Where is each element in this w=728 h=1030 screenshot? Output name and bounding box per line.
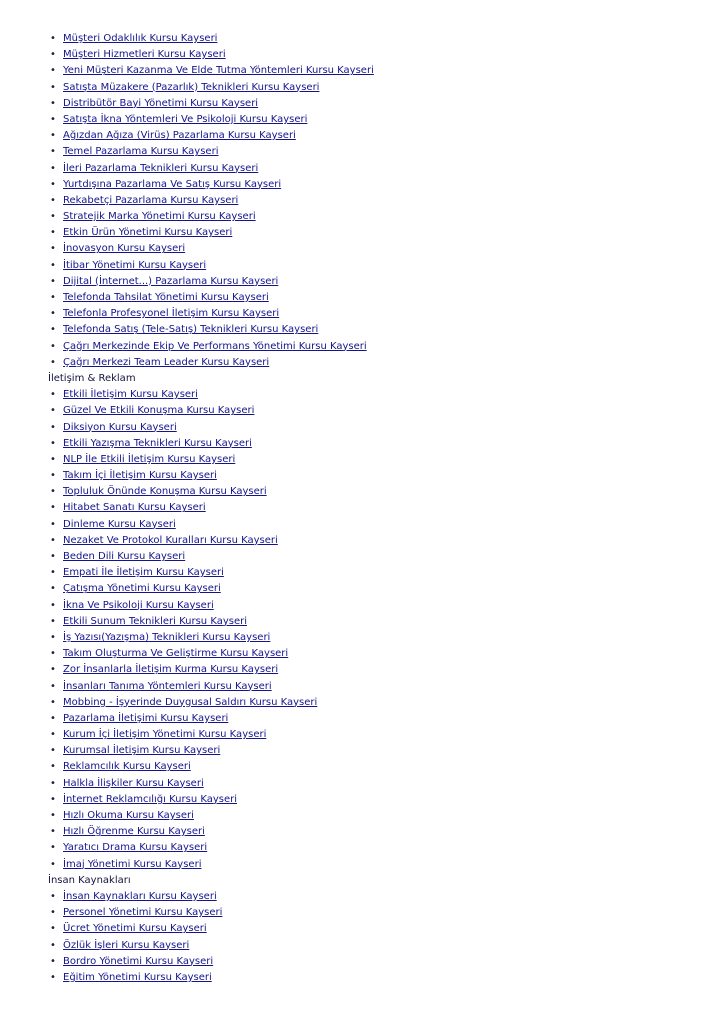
course-link[interactable]: Bordro Yönetimi Kursu Kayseri: [63, 955, 214, 967]
course-link[interactable]: Müşteri Hizmetleri Kursu Kayseri: [63, 49, 226, 61]
list-item: [48, 112, 728, 128]
bullet-icon: •: [50, 648, 56, 660]
bullet-icon: •: [50, 842, 56, 854]
course-link[interactable]: NLP İle Etkili İletişim Kursu Kayseri: [63, 453, 236, 465]
list-item: [48, 646, 728, 662]
course-link-list: [48, 889, 728, 986]
list-item: [48, 711, 728, 727]
list-item: [48, 339, 728, 355]
list-item: [48, 177, 728, 193]
bullet-icon: •: [50, 826, 56, 838]
list-item: [48, 808, 728, 824]
course-section: [48, 31, 728, 371]
list-item: [48, 436, 728, 452]
course-link[interactable]: İkna Ve Psikoloji Kursu Kayseri: [63, 599, 214, 611]
course-link[interactable]: Yaratıcı Drama Kursu Kayseri: [63, 842, 208, 854]
bullet-icon: •: [50, 971, 56, 983]
list-item: [48, 96, 728, 112]
list-item: [48, 47, 728, 63]
bullet-icon: •: [50, 49, 56, 61]
course-link[interactable]: Empati İle İletişim Kursu Kayseri: [63, 567, 224, 579]
course-link[interactable]: Hızlı Okuma Kursu Kayseri: [63, 810, 194, 821]
bullet-icon: •: [50, 583, 56, 595]
list-item: [48, 679, 728, 695]
bullet-icon: •: [50, 421, 56, 433]
bullet-icon: •: [50, 340, 56, 352]
list-item: [48, 484, 728, 500]
list-item: [48, 225, 728, 241]
bullet-icon: •: [50, 470, 56, 482]
bullet-icon: •: [50, 939, 56, 951]
course-link[interactable]: Eğitim Yönetimi Kursu Kayseri: [63, 971, 212, 983]
list-item: [48, 662, 728, 678]
list-item: [48, 565, 728, 581]
course-link[interactable]: İnternet Reklamcılığı Kursu Kayseri: [63, 793, 238, 805]
bullet-icon: •: [50, 308, 56, 320]
bullet-icon: •: [50, 486, 56, 498]
course-link[interactable]: Etkili Sunum Teknikleri Kursu Kayseri: [63, 615, 247, 627]
bullet-icon: •: [50, 227, 56, 239]
course-link[interactable]: Diksiyon Kursu Kayseri: [63, 421, 177, 433]
bullet-icon: •: [50, 162, 56, 174]
course-link[interactable]: Telefonla Profesyonel İletişim Kursu Kayseri: [63, 308, 280, 320]
course-link[interactable]: Kurumsal İletişim Kursu Kayseri: [63, 745, 221, 757]
bullet-icon: •: [50, 259, 56, 271]
course-link[interactable]: Güzel Ve Etkili Konuşma Kursu Kayseri: [63, 405, 255, 417]
bullet-icon: •: [50, 502, 56, 514]
bullet-icon: •: [50, 178, 56, 190]
course-link[interactable]: Pazarlama İletişimi Kursu Kayseri: [63, 712, 229, 724]
bullet-icon: •: [50, 761, 56, 773]
list-item: [48, 857, 728, 873]
course-list-content: [48, 31, 728, 986]
bullet-icon: •: [50, 275, 56, 287]
bullet-icon: •: [50, 599, 56, 611]
course-link[interactable]: İnsan Kaynakları Kursu Kayseri: [63, 890, 217, 902]
course-link[interactable]: Telefonda Satış (Tele-Satış) Teknikleri Kursu Kayseri: [63, 324, 319, 336]
course-link[interactable]: Müşteri Odaklılık Kursu Kayseri: [63, 33, 218, 44]
list-item: [48, 840, 728, 856]
list-item: [48, 274, 728, 290]
course-link[interactable]: Çağrı Merkezinde Ekip Ve Performans Yönetimi Kursu Kayseri: [63, 340, 367, 352]
bullet-icon: •: [50, 793, 56, 805]
course-link[interactable]: Takım Oluşturma Ve Geliştirme Kursu Kayseri: [63, 648, 289, 660]
list-item: [48, 905, 728, 921]
list-item: [48, 517, 728, 533]
bullet-icon: •: [50, 389, 56, 401]
course-link[interactable]: Beden Dili Kursu Kayseri: [63, 551, 186, 562]
list-item: [48, 355, 728, 371]
course-link[interactable]: Rekabetçi Pazarlama Kursu Kayseri: [63, 194, 239, 206]
list-item: [48, 387, 728, 403]
course-link[interactable]: Ağızdan Ağıza (Virüs) Pazarlama Kursu Kayseri: [63, 130, 296, 142]
course-link[interactable]: Mobbing - İşyerinde Duygusal Saldırı Kursu Kayseri: [63, 696, 318, 708]
course-link[interactable]: Ücret Yönetimi Kursu Kayseri: [63, 923, 207, 935]
course-link[interactable]: İtibar Yönetimi Kursu Kayseri: [63, 259, 207, 271]
list-item: [48, 598, 728, 614]
bullet-icon: •: [50, 955, 56, 967]
list-item: [48, 290, 728, 306]
bullet-icon: •: [50, 680, 56, 692]
bullet-icon: •: [50, 453, 56, 465]
list-item: [48, 80, 728, 96]
list-item: [48, 452, 728, 468]
bullet-icon: •: [50, 615, 56, 627]
section-heading: İnsan Kaynakları: [48, 874, 131, 886]
course-link[interactable]: Halkla İlişkiler Kursu Kayseri: [63, 777, 204, 789]
list-item: [48, 209, 728, 225]
list-item: [48, 420, 728, 436]
list-item: [48, 63, 728, 79]
list-item: [48, 533, 728, 549]
course-link[interactable]: Etkili Yazışma Teknikleri Kursu Kayseri: [63, 437, 252, 449]
course-link[interactable]: Zor İnsanlarla İletişim Kurma Kursu Kayseri: [63, 664, 279, 676]
bullet-icon: •: [50, 696, 56, 708]
list-item: [48, 322, 728, 338]
course-link[interactable]: Reklamcılık Kursu Kayseri: [63, 761, 191, 773]
bullet-icon: •: [50, 33, 56, 44]
course-link[interactable]: Dinleme Kursu Kayseri: [63, 518, 176, 530]
list-item: [48, 403, 728, 419]
bullet-icon: •: [50, 211, 56, 223]
bullet-icon: •: [50, 712, 56, 724]
list-item: [48, 500, 728, 516]
course-link[interactable]: Telefonda Tahsilat Yönetimi Kursu Kayseri: [63, 292, 269, 303]
course-link[interactable]: Temel Pazarlama Kursu Kayseri: [63, 146, 219, 158]
list-item: [48, 549, 728, 565]
list-item: [48, 161, 728, 177]
course-link-list: [48, 31, 728, 371]
course-link[interactable]: Distribütör Bayi Yönetimi Kursu Kayseri: [63, 97, 259, 109]
bullet-icon: •: [50, 437, 56, 449]
list-item: [48, 889, 728, 905]
list-item: [48, 144, 728, 160]
bullet-icon: •: [50, 923, 56, 935]
bullet-icon: •: [50, 858, 56, 870]
course-section: [48, 371, 728, 873]
list-item: [48, 241, 728, 257]
course-link[interactable]: Çatışma Yönetimi Kursu Kayseri: [63, 583, 221, 595]
course-link[interactable]: Yeni Müşteri Kazanma Ve Elde Tutma Yöntemleri Kursu Kayseri: [63, 65, 374, 77]
list-item: [48, 792, 728, 808]
list-item: [48, 468, 728, 484]
bullet-icon: •: [50, 243, 56, 255]
bullet-icon: •: [50, 810, 56, 821]
course-link[interactable]: İmaj Yönetimi Kursu Kayseri: [63, 858, 202, 870]
course-link[interactable]: Çağrı Merkezi Team Leader Kursu Kayseri: [63, 356, 270, 368]
bullet-icon: •: [50, 664, 56, 676]
list-item: [48, 128, 728, 144]
course-link[interactable]: İnsanları Tanıma Yöntemleri Kursu Kayseri: [63, 680, 272, 692]
course-link[interactable]: Nezaket Ve Protokol Kuralları Kursu Kayseri: [63, 534, 278, 546]
course-link[interactable]: Satışta Müzakere (Pazarlık) Teknikleri Kursu Kayseri: [63, 81, 320, 93]
list-item: [48, 193, 728, 209]
bullet-icon: •: [50, 81, 56, 93]
list-item: [48, 824, 728, 840]
bullet-icon: •: [50, 405, 56, 417]
course-link[interactable]: Dijital (İnternet...) Pazarlama Kursu Kayseri: [63, 275, 279, 287]
list-item: [48, 306, 728, 322]
list-item: [48, 759, 728, 775]
list-item: [48, 614, 728, 630]
bullet-icon: •: [50, 130, 56, 142]
list-item: [48, 970, 728, 986]
course-link[interactable]: Stratejik Marka Yönetimi Kursu Kayseri: [63, 211, 256, 223]
bullet-icon: •: [50, 113, 56, 125]
course-link[interactable]: Hızlı Öğrenme Kursu Kayseri: [63, 826, 205, 838]
bullet-icon: •: [50, 65, 56, 77]
bullet-icon: •: [50, 97, 56, 109]
bullet-icon: •: [50, 567, 56, 579]
course-link-list: [48, 387, 728, 873]
bullet-icon: •: [50, 146, 56, 158]
course-link[interactable]: Kurum İçi İletişim Yönetimi Kursu Kayseri: [63, 729, 267, 741]
bullet-icon: •: [50, 292, 56, 303]
list-item: [48, 776, 728, 792]
bullet-icon: •: [50, 745, 56, 757]
list-item: [48, 727, 728, 743]
bullet-icon: •: [50, 356, 56, 368]
course-link[interactable]: Etkin Ürün Yönetimi Kursu Kayseri: [63, 227, 233, 239]
list-item: [48, 31, 728, 47]
list-item: [48, 743, 728, 759]
list-item: [48, 581, 728, 597]
list-item: [48, 921, 728, 937]
course-link[interactable]: Yurtdışına Pazarlama Ve Satış Kursu Kayseri: [63, 178, 282, 190]
course-link[interactable]: İş Yazısı(Yazışma) Teknikleri Kursu Kayseri: [63, 631, 271, 643]
bullet-icon: •: [50, 777, 56, 789]
course-link[interactable]: Satışta İkna Yöntemleri Ve Psikoloji Kursu Kayseri: [63, 113, 308, 125]
list-item: [48, 630, 728, 646]
course-link[interactable]: Hitabet Sanatı Kursu Kayseri: [63, 502, 206, 514]
course-link[interactable]: İleri Pazarlama Teknikleri Kursu Kayseri: [63, 162, 259, 174]
bullet-icon: •: [50, 890, 56, 902]
bullet-icon: •: [50, 324, 56, 336]
bullet-icon: •: [50, 518, 56, 530]
course-link[interactable]: Personel Yönetimi Kursu Kayseri: [63, 907, 223, 919]
bullet-icon: •: [50, 729, 56, 741]
bullet-icon: •: [50, 631, 56, 643]
course-link[interactable]: Takım İçi İletişim Kursu Kayseri: [63, 470, 217, 482]
list-item: [48, 695, 728, 711]
list-item: [48, 954, 728, 970]
course-link[interactable]: Özlük İşleri Kursu Kayseri: [63, 939, 190, 951]
list-item: [48, 938, 728, 954]
section-heading: İletişim & Reklam: [48, 372, 136, 384]
bullet-icon: •: [50, 534, 56, 546]
bullet-icon: •: [50, 551, 56, 562]
course-link[interactable]: Topluluk Önünde Konuşma Kursu Kayseri: [63, 486, 267, 498]
course-section: [48, 873, 728, 986]
list-item: [48, 258, 728, 274]
bullet-icon: •: [50, 907, 56, 919]
bullet-icon: •: [50, 194, 56, 206]
course-link[interactable]: İnovasyon Kursu Kayseri: [63, 243, 186, 255]
course-link[interactable]: Etkili İletişim Kursu Kayseri: [63, 389, 198, 401]
